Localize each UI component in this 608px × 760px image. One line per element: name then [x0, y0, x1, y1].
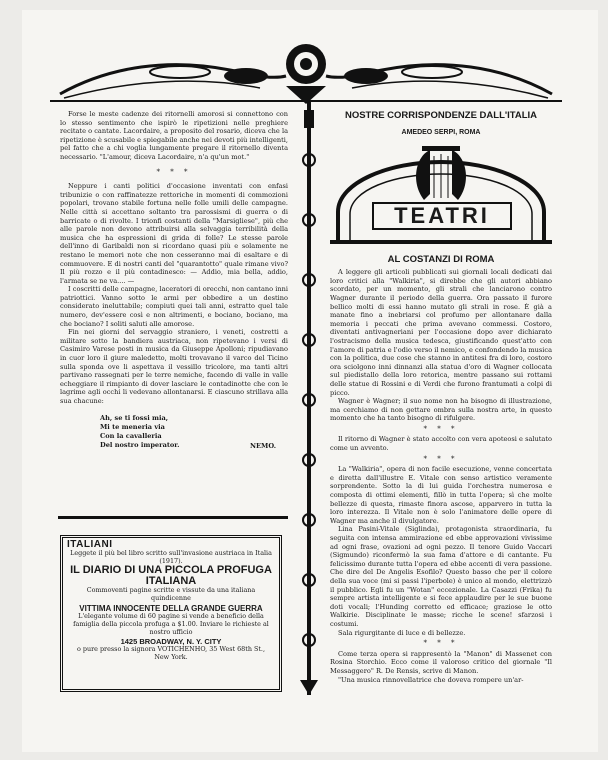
right-paragraph: Il ritorno di Wagner è stato accolto con vera apoteosi e salutato come un avvento.	[330, 435, 552, 453]
header-ornament	[50, 36, 562, 106]
ad-subtitle: VITTIMA INNOCENTE DELLA GRANDE GUERRA	[79, 603, 263, 613]
section-stars: * * *	[156, 167, 192, 176]
poem-line: Ah, se ti fossi mia,	[100, 413, 169, 422]
right-paragraph: Lina Pasini-Vitale (Siglinda), protagonista straordinaria, fu seguita con intensa ammirazione ed ebbe approvazioni vivissime ad ogni frase, ovazioni ad ogni pezzo. Il tenore Guido Vaccari (Sigmundo) riconfermò la sua fama d'attore e di cantante. Fu felicissimo durante tutta l'opera ed ebbe accenti di vera passione. Che dire del De Angelis Esofilo? Questo basso che per il colore della sua voce (mi si passi l'iperbole) è unico al mondo, elettrizzò il pubblico. Egli fu un "Wotan" eccezionale. La Casazzi (Frika) fu sempre artista intelligente e si fece applaudire per le sue buone doti vocali; l'Hunding corretto ed efficace; graziose le otto Walkirie. Disciplinate le masse; ricche le scene! sfarzosi i costumi.	[330, 525, 552, 628]
right-paragraph: "Una musica rinnovellatrice che doveva rompere un'ar-	[338, 675, 524, 684]
left-paragraph: I coscritti delle campagne, laceratori di orecchi, non cantano inni patriottici. Vanno sotto le armi per obbedire a un destino considerato ineluttabile; compiuti quei tali anni, estratto quel tale numero, dev'essere così e non altrimenti, e bociano, bociano, ma che bociano? I soliti saluti alle amorose.	[60, 285, 288, 328]
poem-line: Mi te meneria via	[100, 422, 165, 431]
right-paragraph: A leggere gli articoli pubblicati sui giornali locali dedicati dai loro critici alla "Walkiria", si direbbe che gli autori abbiano scordato, per un momento, gli strali che lanciarono contro Wagner durante il periodo della guerra. Ora passato il furore bellico molti di essi hanno mutato gli strali in rose. È già a manate fino a inebriarsi col profumo per allontanare dalla memoria i peccati che prima avevano commessi. Costoro, diventati antivagneriani per l'occasione dopo aver dichiarato l'ostracismo della musica tedesca, giustificando quest'atto con l'amore di patria e l'odio verso il nemico, e confondendo la musica con la politica, due cose che stanno in antitesi fra di loro, costoro ora sciolgono inni dinnanzi alla statua d'oro di Wagner collocata sul piedistallo della loro retorica, mentre passano sui rottami delle statue di Rossini e di Verdi che furono frantumati a colpi di picco.	[330, 268, 552, 397]
right-paragraph: Wagner è Wagner; il suo nome non ha bisogno di illustrazione, ma cerchiamo di non gettare ombra sulla nostra arte, in questo momento che ha tanto bisogno di rifulgere.	[330, 397, 552, 423]
byline: AMEDEO SERPI, ROMA	[401, 129, 481, 136]
ad-text: L'elegante volume di 60 pagine si vende a beneficio della famiglia della piccola profuga a $1.00. Inviare le richieste al nostro ufficio	[73, 611, 269, 636]
teatri-title: TEATRI	[372, 202, 512, 230]
right-column	[330, 110, 552, 684]
column-heading: NOSTRE CORRISPONDENZE DALL'ITALIA	[344, 110, 538, 121]
left-paragraph: Forse le meste cadenze dei ritornelli amorosi si connettono con lo stesso sentimento che ispirò le ripetizioni nelle preghiere recitate o cantate. Lacordaire, a proposito del rosario, diceva che la ripetizione è scusabile e spiegabile anche nei devoti più intelligenti, pel fatto che a chi voglia lungamente pregare il ritornello diventa necessario. "L'amour, diceva Lacordaire, n'a qu'un mot."	[60, 110, 288, 161]
lyre-arch-ornament	[330, 142, 552, 250]
author-signature: NEMO.	[249, 441, 276, 450]
ad-heading: ITALIANI	[67, 539, 113, 550]
column-divider-ornament	[298, 100, 320, 695]
advertisement-box	[60, 535, 282, 692]
section-stars: * * *	[423, 424, 459, 433]
ad-book-title: IL DIARIO DI UNA PICCOLA PROFUGA ITALIANA	[70, 564, 272, 588]
ad-text: Leggete il più bel libro scritto sull'invasione austriaca in Italia (1917).	[70, 548, 272, 565]
right-paragraph: Sala rigurgitante di luce e di bellezze.	[338, 628, 466, 637]
poem-line: Con la cavalleria	[100, 431, 162, 440]
section-stars: * * *	[423, 639, 459, 648]
left-column	[60, 110, 288, 450]
ad-text: Commoventi pagine scritte e vissute da una italiana quindicenne	[86, 586, 256, 603]
left-paragraph: Neppure i canti politici d'occasione inventati con enfasi tribunizie o con raffinatezze rettoriche in momenti di commozioni popolari, trovano stabile fortuna nelle folle umili delle campagne. Nelle città si accettano soltanto tra parossismi di guerra o di barricate o di rivolte. I trionfi costanti della "Marsigliese", più che alle parole non devono attribuirsi alla selvaggia terribilità della musica che ha espressioni di grida di folle? Le stesse parole dell'inno di Garibaldi non si ricordano quasi più e solamente ne restano le memori note che non cesseranno mai di esaltare e di commuovere. E di nostri canti del "quarantotto" quale rimane vivo? Il più rozzo e il più contadinesco: — Addio, mia bella, addio, l'armata se ne va.... —	[60, 182, 288, 285]
right-paragraph: Come terza opera si rappresentò la "Manon" di Massenet con Rosina Storchio. Ecco come il valoroso critico del giornale "Il Messaggero" R. De Rensis, scrive di Manon.	[330, 649, 552, 675]
ad-address: 1425 BROADWAY, N. Y. CITY	[120, 637, 222, 647]
poem-line: Del nostro imperator.	[100, 440, 180, 449]
right-paragraph: La "Walkiria", opera di non facile esecuzione, venne concertata e diretta dall'illustre E. Vitale con senso artistico veramente sorprendente. Sotto la di lui guida l'orchestra numerosa e composta di ottimi elementi, fillò in tutta l'opera; sì che molte bellezze di questa, rimaste finora ascose, apparvero in tutta la loro interezza. Il Vitale non è solo l'animatore delle opere di Wagner ma anche il divulgatore.	[330, 465, 552, 525]
left-paragraph: Fin nei giorni del servaggio straniero, i veneti, costretti a militare sotto la bandiera austriaca, non ripetevano i versi di Casimiro Varese posti in musica da Giuseppe Apolloni; ripudiavano in cuor loro il giure maledetto, molti trovavano il varco del Ticino sulla sponda ove li aspettava il vessillo tricolore, ma tanti altri partivano rassegnati per le terre nemiche, facendo di valle in valle echeggiare il rimpianto di dover lasciare le contadinotte che con le lagrime agli occhi li vedevano allontanarsi. E ciascuno strillava alla sua chacune:	[60, 328, 288, 405]
section-stars: * * *	[423, 454, 459, 463]
section-rule	[58, 516, 288, 519]
ad-text: o pure presso la signora VOTICHENHO, 35 West 68th St., New York.	[77, 645, 265, 661]
teatri-illustration	[330, 142, 552, 250]
section-heading: AL COSTANZI DI ROMA	[387, 253, 495, 265]
